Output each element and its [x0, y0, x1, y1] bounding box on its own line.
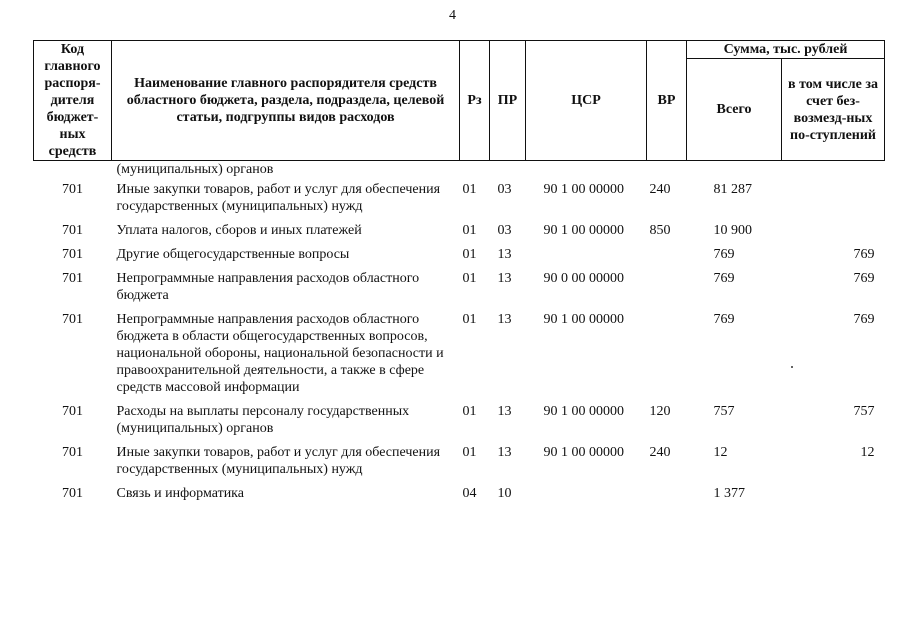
cell-code: 701: [62, 404, 83, 419]
header-total: Всего: [687, 59, 782, 161]
cell-code: 701: [62, 486, 83, 501]
cell-free: [782, 215, 885, 239]
cell-csr: [526, 239, 647, 263]
header-vr: ВР: [647, 41, 687, 161]
cell-pr: 13: [497, 445, 512, 460]
cell-name: Иные закупки товаров, работ и услуг для обеспечения государственных (муниципальных) нужд: [116, 445, 441, 477]
table-row: [34, 263, 885, 304]
cell-code: 701: [62, 247, 83, 262]
cell-rz: 01: [462, 271, 477, 286]
header-free: в том числе за счет без-возмезд-ных по-ступлений: [782, 59, 885, 161]
cell-total: 769: [713, 312, 735, 327]
header-rz: Рз: [460, 41, 490, 161]
cell-rz: 01: [462, 312, 477, 327]
header-csr: ЦСР: [526, 41, 647, 161]
cell-csr: 90 1 00 00000: [543, 182, 624, 197]
cell-total: 757: [713, 404, 735, 419]
cell-code: 701: [62, 312, 83, 327]
cell-name: Связь и информатика: [116, 486, 244, 501]
cell-name: Иные закупки товаров, работ и услуг для обеспечения государственных (муниципальных) нужд: [116, 182, 441, 214]
table-row: [34, 161, 885, 179]
cell-csr: 90 1 00 00000: [543, 312, 624, 327]
cell-csr: 90 1 00 00000: [543, 445, 624, 460]
cell-free: 769: [853, 312, 875, 327]
continuation-text: (муниципальных) органов: [116, 162, 274, 177]
table-row: [34, 304, 885, 396]
cell-pr: 13: [497, 312, 512, 327]
cell-pr: 03: [497, 223, 512, 238]
cell-code: 701: [62, 223, 83, 238]
cell-name: Уплата налогов, сборов и иных платежей: [116, 223, 362, 238]
cell-free: 757: [853, 404, 875, 419]
cell-pr: 13: [497, 271, 512, 286]
cell-rz: 01: [462, 182, 477, 197]
cell-free: 769: [853, 247, 875, 262]
table-row: [34, 178, 885, 215]
cell-total: 10 900: [713, 223, 752, 238]
cell-vr: 120: [649, 404, 671, 419]
cell-vr: [647, 263, 687, 304]
cell-free: [782, 178, 885, 215]
cell-total: 1 377: [713, 486, 745, 501]
cell-vr: 240: [649, 182, 671, 197]
header-code: Код главного распоря-дителя бюджет-ных средств: [34, 41, 112, 161]
header-pr: ПР: [490, 41, 526, 161]
cell-rz: 04: [462, 486, 477, 501]
cell-vr: 850: [649, 223, 671, 238]
cell-rz: 01: [462, 247, 477, 262]
cell-rz: 01: [462, 445, 477, 460]
cell-vr: 240: [649, 445, 671, 460]
budget-table: [33, 40, 885, 502]
table-row: [34, 437, 885, 478]
cell-pr: 03: [497, 182, 512, 197]
cell-code: 701: [62, 445, 83, 460]
cell-pr: 13: [497, 247, 512, 262]
cell-name: Другие общегосударственные вопросы: [116, 247, 350, 262]
page-number: 4: [449, 8, 456, 23]
cell-csr: 90 0 00 00000: [543, 271, 624, 286]
cell-rz: 01: [462, 223, 477, 238]
cell-free: [782, 478, 885, 502]
cell-pr: 10: [497, 486, 512, 501]
cell-csr: 90 1 00 00000: [543, 223, 624, 238]
cell-total: 769: [713, 271, 735, 286]
cell-csr: 90 1 00 00000: [543, 404, 624, 419]
cell-free: 769: [853, 271, 875, 286]
cell-vr: [647, 478, 687, 502]
table-body: [34, 161, 885, 503]
cell-pr: 13: [497, 404, 512, 419]
cell-name: Расходы на выплаты персоналу государственных (муниципальных) органов: [116, 404, 410, 436]
header-name: Наименование главного распорядителя средств областного бюджета, раздела, подраздела, целевой статьи, подгруппы видов расходов: [112, 41, 460, 161]
cell-total: 81 287: [713, 182, 752, 197]
cell-code: 701: [62, 182, 83, 197]
cell-csr: [526, 478, 647, 502]
cell-vr: [647, 304, 687, 396]
cell-name: Непрограммные направления расходов областного бюджета: [116, 271, 420, 303]
table-row: [34, 239, 885, 263]
cell-code: 701: [62, 271, 83, 286]
cell-rz: 01: [462, 404, 477, 419]
cell-name: Непрограммные направления расходов областного бюджета в области общегосударственных вопросов, национальной обороны, национальной безопасности и правоохранительной деятельности, а также в сфере средств массовой информации: [116, 312, 444, 395]
table-row: [34, 215, 885, 239]
table-row: [34, 396, 885, 437]
cell-total: 12: [713, 445, 728, 460]
table-row: [34, 478, 885, 502]
cell-total: 769: [713, 247, 735, 262]
scan-speck: [791, 366, 793, 368]
table-header: [34, 41, 885, 161]
cell-vr: [647, 239, 687, 263]
header-sum: Сумма, тыс. рублей: [687, 41, 885, 59]
cell-free: 12: [860, 445, 875, 460]
